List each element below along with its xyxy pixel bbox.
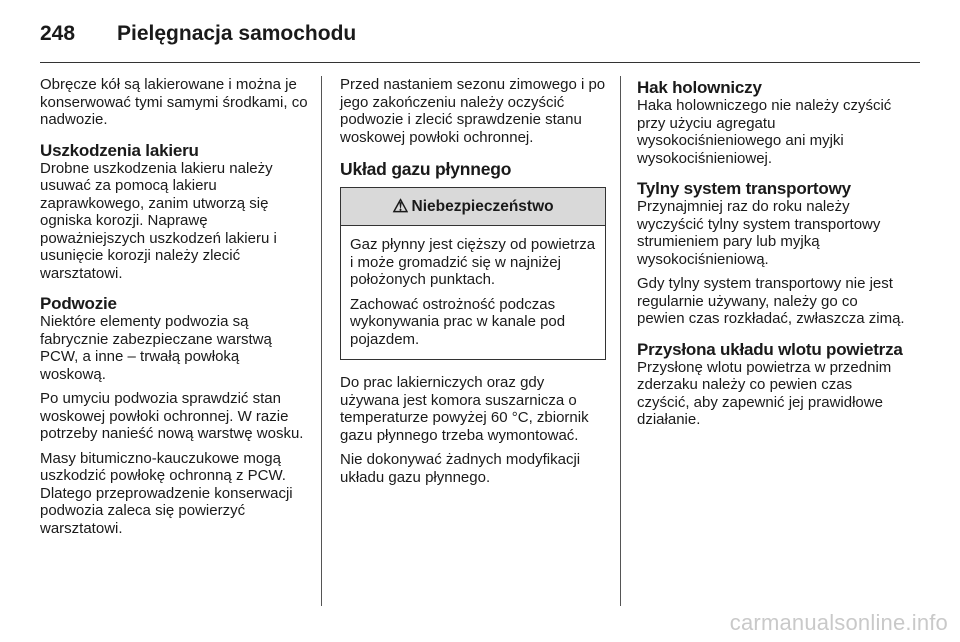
column-2 — [340, 76, 606, 493]
warning-paragraph-2: Zachować ostrożność podczas wykonywania prac w kanale pod pojazdem. — [350, 295, 566, 348]
column-1 — [40, 76, 308, 544]
heading-underbody: Podwozie — [40, 294, 117, 313]
heading-tow-hitch: Hak holowniczy — [637, 78, 762, 97]
warning-paragraph-1: Gaz płynny jest cięższy od powietrza i może gromadzić się w najniżej położonych punktach. — [350, 236, 596, 288]
paragraph-underbody-2: Po umyciu podwozia sprawdzić stan woskowej powłoki ochronnej. W razie potrzeby nanieść nową warstwę wosku. — [40, 390, 304, 442]
paragraph-paintwork: Do prac lakierniczych oraz gdy używana jest komora suszarnicza o temperaturze powyżej 60 °C, zbiornik gazu płynnego trzeba wymontować. — [340, 374, 589, 444]
column-divider-1 — [321, 76, 322, 606]
heading-paint-damage: Uszkodzenia lakieru — [40, 140, 199, 160]
warning-box — [340, 187, 606, 360]
paragraph-underbody-1: Niektóre elementy podwozia są fabrycznie zabezpieczane warstwą PCW, a inne – trwałą powłoką woskową. — [40, 313, 272, 383]
paragraph-underbody-3: Masy bitumiczno-kauczukowe mogą uszkodzić powłokę ochronną z PCW. Dlatego przeprowadzenie konserwacji podwozia zaleca się powierzyć warsztatowi. — [40, 449, 293, 537]
column-divider-2 — [620, 76, 621, 606]
warning-header — [341, 188, 605, 226]
watermark: carmanualsonline.info — [729, 610, 948, 635]
paragraph-rear-carrier-1: Przynajmniej raz do roku należy wyczyścić tylny system transportowy strumieniem pary lub myjką wysokociśnieniową. — [637, 198, 881, 268]
page-header — [40, 16, 356, 52]
paragraph-wheel-rims: Obręcze kół są lakierowane i można je konserwować tymi samymi środkami, co nadwozie. — [40, 76, 308, 128]
column-3 — [637, 76, 905, 436]
heading-air-shutter: Przysłona układu wlotu powietrza — [637, 339, 903, 359]
paragraph-winter-check: Przed nastaniem sezonu zimowego i po jego zakończeniu należy oczyścić podwozie i zlecić sprawdzenie stanu woskowej powłoki ochronnej. — [340, 76, 606, 146]
paragraph-paint-damage: Drobne uszkodzenia lakieru należy usuwać za pomocą lakieru zaprawkowego, zanim utworzą się ogniska korozji. Naprawę poważniejszych uszkodzeń lakieru i usunięcie korozji należy zlecić warsztatowi. — [40, 159, 277, 282]
warning-triangle-icon: ⚠ — [392, 196, 409, 216]
heading-lpg-system: Układ gazu płynnego — [340, 159, 512, 179]
warning-title: Niebezpieczeństwo — [411, 197, 554, 215]
heading-rear-carrier: Tylny system transportowy — [637, 179, 851, 198]
header-divider — [40, 62, 920, 63]
page-number: 248 — [40, 22, 76, 45]
paragraph-air-shutter: Przysłonę wlotu powietrza w przednim zderzaku należy co pewien czas czyścić, aby zapewnić jej prawidłowe działanie. — [637, 358, 892, 428]
paragraph-rear-carrier-2: Gdy tylny system transportowy nie jest regularnie używany, należy go co pewien czas rozkładać, zwłaszcza zimą. — [637, 275, 905, 327]
paragraph-no-modifications: Nie dokonywać żadnych modyfikacji układu gazu płynnego. — [340, 451, 581, 486]
page-title: Pielęgnacja samochodu — [117, 22, 357, 45]
paragraph-tow-hitch: Haka holowniczego nie należy czyścić przy użyciu agregatu wysokociśnieniowego ani myjki wysokociśnieniowej. — [637, 97, 892, 167]
warning-body — [341, 226, 605, 359]
